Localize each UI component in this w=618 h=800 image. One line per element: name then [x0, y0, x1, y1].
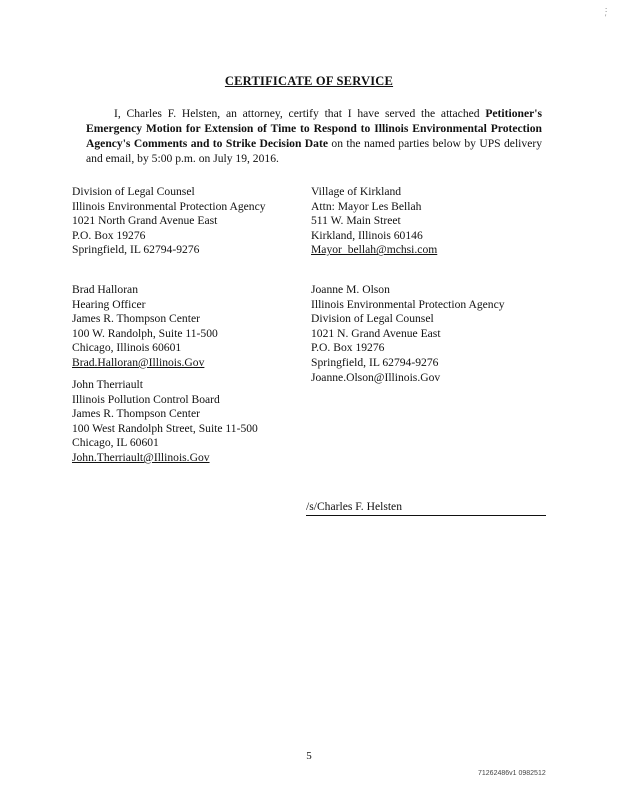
address-line: Chicago, Illinois 60601: [72, 341, 182, 355]
address-line: Kirkland, Illinois 60146: [311, 228, 423, 242]
paragraph-intro: I, Charles F. Helsten, an attorney, certify that I have served the attached: [114, 107, 486, 120]
address-line: Illinois Environmental Protection Agency: [72, 199, 266, 213]
document-title: Petitioner's Emergency Motion for Extension of Time to Respond to Illinois Environmental Protection Agency's Comments and to Strike Decision Date: [86, 107, 542, 150]
address-line: P.O. Box 19276: [72, 228, 146, 242]
address-line: James R. Thompson Center: [72, 407, 200, 421]
recipient-iepa-legal: [72, 185, 266, 258]
address-line: 1021 North Grand Avenue East: [72, 214, 218, 228]
address-line: Illinois Environmental Protection Agency: [311, 297, 505, 311]
email-link[interactable]: John.Therriault@Illinois.Gov: [72, 450, 210, 464]
address-line: Division of Legal Counsel: [311, 312, 434, 326]
document-id: 71262486v1 0982512: [478, 770, 546, 777]
address-line: Springfield, IL 62794-9276: [72, 243, 200, 257]
address-line: Brad Halloran: [72, 283, 138, 296]
recipient-john-therriault: [72, 378, 258, 466]
address-line: Joanne.Olson@Illinois.Gov: [311, 370, 441, 384]
address-line: Hearing Officer: [72, 297, 146, 311]
corner-marks: : ': [605, 5, 608, 22]
signature-line: [306, 500, 546, 516]
email-link[interactable]: Mayor_bellah@mchsi.com: [311, 243, 438, 257]
address-line: Springfield, IL 62794-9276: [311, 355, 439, 369]
address-line: Division of Legal Counsel: [72, 185, 195, 198]
address-line: John Therriault: [72, 378, 143, 391]
address-line: 1021 N. Grand Avenue East: [311, 326, 441, 340]
address-line: Village of Kirkland: [311, 185, 402, 198]
address-line: 511 W. Main Street: [311, 214, 401, 228]
recipient-brad-halloran: [72, 283, 218, 371]
address-line: 100 West Randolph Street, Suite 11-500: [72, 421, 258, 435]
address-line: Joanne M. Olson: [311, 283, 390, 296]
email-link[interactable]: Brad.Halloran@Illinois.Gov: [72, 355, 205, 369]
paragraph-ending: on the named parties below by UPS delivery and email, by 5:00 p.m. on July 19, 2016.: [86, 137, 542, 165]
address-line: P.O. Box 19276: [311, 341, 385, 355]
address-line: 100 W. Randolph, Suite 11-500: [72, 326, 218, 340]
address-line: Chicago, IL 60601: [72, 436, 159, 450]
recipient-village-kirkland: [311, 185, 437, 258]
page-number: 5: [306, 750, 312, 762]
address-line: Attn: Mayor Les Bellah: [311, 199, 422, 213]
signature: /s/Charles F. Helsten: [306, 500, 402, 513]
page-title: CERTIFICATE OF SERVICE: [224, 74, 394, 88]
recipient-joanne-olson: [311, 283, 505, 385]
address-line: James R. Thompson Center: [72, 312, 200, 326]
certification-paragraph: [86, 106, 542, 166]
address-line: Illinois Pollution Control Board: [72, 392, 220, 406]
